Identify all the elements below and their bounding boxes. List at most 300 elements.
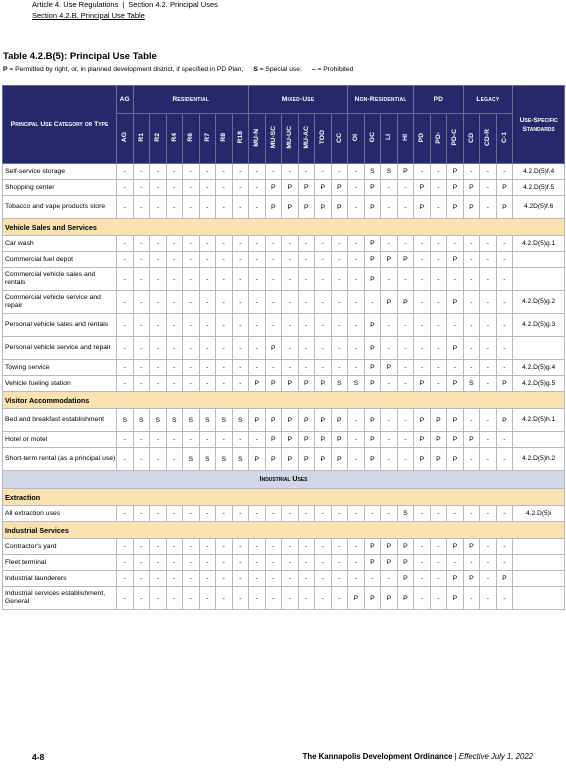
permission-cell: - [199,196,216,219]
permission-cell: - [298,268,315,291]
permission-cell: P [315,180,332,196]
page-number: 4-8 [32,752,45,762]
permission-cell: - [199,432,216,448]
use-standard-cell: 4.2D(5)f.6 [513,196,565,219]
permission-cell: P [447,571,464,587]
permission-cell: - [298,164,315,180]
permission-cell: - [331,506,348,522]
effective-date: Effective July 1, 2022 [458,752,533,761]
section-row [3,489,565,506]
use-name: Contractor's yard [3,539,117,555]
permission-cell: - [430,587,447,610]
district-group-header: Non-Residential [348,86,414,114]
permission-cell: - [216,506,233,522]
permission-cell: P [447,337,464,360]
permission-cell: S [397,506,414,522]
permission-cell: - [199,360,216,376]
permission-cell: P [397,571,414,587]
permission-cell: - [315,337,332,360]
permission-cell: - [430,360,447,376]
district-column-header [166,114,183,164]
permission-cell: - [232,506,249,522]
permission-cell: - [216,196,233,219]
permission-cell: - [381,314,398,337]
permission-cell: - [199,571,216,587]
permission-cell: P [496,571,513,587]
district-label: R8 [220,133,228,142]
permission-cell: - [166,432,183,448]
permission-cell: - [265,268,282,291]
permission-cell: - [216,376,233,392]
permission-cell: - [414,555,431,571]
permission-cell: - [315,164,332,180]
permission-cell: - [480,539,497,555]
table-row [3,555,565,571]
permission-cell: - [166,506,183,522]
use-name: Towing service [3,360,117,376]
use-standard-cell: 4.2.D(5)f.4 [513,164,565,180]
permission-cell: P [397,539,414,555]
use-standard-cell [513,337,565,360]
permission-cell: - [430,252,447,268]
permission-cell: - [150,555,167,571]
permission-cell: - [216,314,233,337]
permission-cell: - [315,291,332,314]
permission-cell: - [232,571,249,587]
district-column-header [480,114,497,164]
district-label: CD [467,132,475,143]
permission-cell: - [199,539,216,555]
district-label: R6 [187,133,195,142]
permission-cell: S [232,448,249,471]
permission-cell: - [480,180,497,196]
permission-cell: - [133,555,150,571]
permission-cell: - [166,337,183,360]
permission-cell: - [282,587,299,610]
permission-cell: - [166,555,183,571]
permission-cell: S [216,448,233,471]
permission-cell: - [397,314,414,337]
permission-cell: - [265,314,282,337]
permission-cell: - [381,571,398,587]
table-row [3,376,565,392]
permission-cell: - [315,539,332,555]
permission-cell: - [232,268,249,291]
permission-cell: - [298,587,315,610]
permission-cell: - [183,252,200,268]
permission-cell: - [480,252,497,268]
permission-cell: P [381,555,398,571]
permission-cell: - [282,506,299,522]
permission-cell: P [447,291,464,314]
permission-cell: - [348,571,365,587]
permission-cell: - [447,506,464,522]
permission-cell: P [496,376,513,392]
permission-cell: S [150,409,167,432]
permission-cell: - [166,180,183,196]
permission-cell: - [414,571,431,587]
use-name: Fleet terminal [3,555,117,571]
use-name: Hotel or motel [3,432,117,448]
permission-cell: - [249,291,266,314]
section-row [3,392,565,409]
permission-cell: - [348,409,365,432]
table-row [3,164,565,180]
permission-cell: - [150,236,167,252]
district-column-header [381,114,398,164]
permission-cell: - [117,337,134,360]
section-label: Section 4.2. Principal Uses [128,0,218,9]
permission-cell: - [397,360,414,376]
permission-cell: - [249,196,266,219]
district-label: MU-SC [269,126,277,149]
permission-cell: - [133,506,150,522]
use-name: Bed and breakfast establishment [3,409,117,432]
permission-cell: - [430,506,447,522]
permission-cell: - [117,506,134,522]
permission-cell: - [265,291,282,314]
permission-cell: - [199,291,216,314]
permission-cell: - [199,268,216,291]
permission-cell: P [282,448,299,471]
footer-separator: | [454,752,457,761]
running-header [32,0,218,9]
permission-cell: - [430,555,447,571]
permission-cell: S [381,164,398,180]
permission-cell: - [249,539,266,555]
section-heading: Industrial Services [3,522,565,539]
permission-cell: - [117,571,134,587]
permission-cell: - [249,587,266,610]
permission-cell: P [496,180,513,196]
permission-cell: - [282,291,299,314]
district-label: TOD [319,130,327,145]
permission-cell: - [117,587,134,610]
permission-cell: - [348,236,365,252]
district-label: MU-N [253,128,261,147]
permission-cell: - [463,506,480,522]
permission-cell: S [166,409,183,432]
permission-cell: - [480,196,497,219]
use-standard-cell [513,555,565,571]
permission-cell: P [447,164,464,180]
permission-cell: - [133,196,150,219]
table-row [3,506,565,522]
permission-cell: - [414,164,431,180]
use-standard-cell: 4.2.D(5)g.4 [513,360,565,376]
table-row [3,448,565,471]
permission-cell: - [133,337,150,360]
permission-cell: P [265,448,282,471]
permission-cell: - [216,268,233,291]
permission-cell: - [232,180,249,196]
permission-cell: - [430,268,447,291]
permission-cell: - [348,337,365,360]
permission-cell: - [315,236,332,252]
permission-cell: P [381,360,398,376]
permission-cell: - [265,571,282,587]
use-standard-cell: 4.2.D(5)h.2 [513,448,565,471]
use-standard-cell [513,252,565,268]
use-name: Personal vehicle service and repair [3,337,117,360]
permission-cell: - [265,506,282,522]
permission-cell: - [265,539,282,555]
permission-cell: - [480,448,497,471]
permission-cell: - [232,432,249,448]
permission-cell: P [315,432,332,448]
permission-cell: - [265,360,282,376]
permission-cell: - [199,252,216,268]
permission-cell: - [298,337,315,360]
permission-cell: S [232,409,249,432]
permission-cell: - [480,268,497,291]
permission-cell: - [117,268,134,291]
legend-dash-key: – [311,66,316,73]
permission-cell: P [397,291,414,314]
permission-cell: - [381,268,398,291]
use-name: Commercial vehicle sales and rentals [3,268,117,291]
table-row [3,236,565,252]
permission-cell: - [282,555,299,571]
permission-cell: P [447,409,464,432]
permission-cell: - [430,314,447,337]
permission-cell: - [249,506,266,522]
district-label: C-1 [500,132,508,143]
permission-cell: - [348,252,365,268]
permission-cell: - [315,555,332,571]
permission-cell: - [183,291,200,314]
permission-cell: - [430,337,447,360]
use-name: All extraction uses [3,506,117,522]
permission-cell: - [117,252,134,268]
use-name: Industrial launderers [3,571,117,587]
use-name: Short-term rental (as a principal use) [3,448,117,471]
permission-cell: S [364,164,381,180]
district-label: GC [368,132,376,143]
permission-cell: - [183,268,200,291]
permission-cell: - [397,409,414,432]
permission-cell: P [447,196,464,219]
permission-cell: - [315,506,332,522]
district-column-header [199,114,216,164]
permission-cell: - [430,291,447,314]
district-column-header [150,114,167,164]
permission-cell: - [397,448,414,471]
table-row [3,587,565,610]
permission-cell: P [364,539,381,555]
permission-cell: - [414,587,431,610]
use-standard-cell: 4.2.D(5)f.5 [513,180,565,196]
permission-cell: - [183,506,200,522]
permission-cell: - [232,376,249,392]
permission-cell: - [496,448,513,471]
table-row [3,360,565,376]
permission-cell: - [199,236,216,252]
permission-cell: - [249,252,266,268]
permission-cell: P [298,196,315,219]
use-name: Industrial services establishment, General [3,587,117,610]
permission-cell: - [166,236,183,252]
permission-cell: P [496,409,513,432]
use-standard-cell [513,432,565,448]
permission-cell: - [282,314,299,337]
district-column-header [265,114,282,164]
permission-cell: - [133,268,150,291]
table-body [3,164,565,610]
permission-cell: P [249,448,266,471]
permission-cell: - [249,555,266,571]
permission-cell: - [315,571,332,587]
permission-cell: - [282,268,299,291]
permission-cell: - [133,180,150,196]
district-column-header [117,114,134,164]
permission-cell: - [150,164,167,180]
permission-cell: - [397,337,414,360]
permission-cell: P [381,291,398,314]
permission-cell: P [414,196,431,219]
permission-cell: - [249,571,266,587]
permission-cell: - [447,555,464,571]
district-label: LI [385,134,393,141]
section-heading: Extraction [3,489,565,506]
permission-cell: - [133,314,150,337]
permission-cell: - [183,337,200,360]
permission-cell: - [414,539,431,555]
table-row [3,180,565,196]
permission-cell: - [150,360,167,376]
permission-cell: - [216,164,233,180]
permission-cell: - [331,571,348,587]
permission-cell: - [183,314,200,337]
permission-cell: - [480,236,497,252]
district-column-header [249,114,266,164]
permission-cell: - [447,314,464,337]
permission-cell: - [397,432,414,448]
permission-cell: P [282,376,299,392]
use-standard-cell: 4.2.D(5)g.5 [513,376,565,392]
category-column-header: Principal Use Category or Type [3,86,117,164]
permission-cell: - [117,196,134,219]
permission-cell: S [183,409,200,432]
permission-cell: P [414,432,431,448]
permission-cell: P [315,409,332,432]
permission-cell: - [298,555,315,571]
permission-cell: - [249,164,266,180]
permission-cell: P [414,409,431,432]
permission-cell: - [315,268,332,291]
permission-cell: - [249,314,266,337]
permission-cell: - [315,360,332,376]
permission-cell: - [430,180,447,196]
use-standard-cell [513,571,565,587]
permission-cell: S [216,409,233,432]
permission-cell: - [496,314,513,337]
use-standard-cell: 4.2.D(5)h.1 [513,409,565,432]
permission-cell: - [348,555,365,571]
district-label: PD [418,132,426,143]
permission-cell: - [232,587,249,610]
permission-cell: - [166,448,183,471]
section-heading: Visitor Accommodations [3,392,565,409]
permission-cell: - [216,432,233,448]
permission-cell: - [463,252,480,268]
permission-cell: - [183,571,200,587]
page-footer [303,752,533,761]
permission-cell: S [199,448,216,471]
district-column-header [232,114,249,164]
district-label: R1 [137,133,145,142]
table-row [3,252,565,268]
permission-cell: - [397,268,414,291]
permission-cell: P [447,539,464,555]
permission-cell: - [348,291,365,314]
permission-cell: - [150,291,167,314]
legend-s-text: = Special use; [257,66,302,73]
permission-cell: - [463,314,480,337]
use-name: Shopping center [3,180,117,196]
permission-cell: - [496,268,513,291]
permission-cell: - [232,236,249,252]
permission-cell: - [150,448,167,471]
permission-cell: S [331,376,348,392]
permission-cell: P [414,180,431,196]
standards-column-header: Use-Specific Standards [513,86,565,164]
district-column-header [216,114,233,164]
permission-cell: - [463,448,480,471]
permission-cell: - [133,587,150,610]
permission-cell: P [282,432,299,448]
subsection-link[interactable]: Section 4.2.B. Principal Use Table [32,11,145,20]
permission-cell: P [430,448,447,471]
permission-cell: P [315,376,332,392]
permission-cell: - [364,291,381,314]
permission-cell: - [298,539,315,555]
permission-cell: P [364,196,381,219]
permission-cell: - [133,360,150,376]
permission-cell: - [265,587,282,610]
permission-cell: P [447,376,464,392]
table-row [3,314,565,337]
permission-cell: - [282,164,299,180]
legend-s-key: S [253,66,258,73]
permission-cell: - [298,506,315,522]
use-name: Commercial vehicle service and repair [3,291,117,314]
permission-cell: P [265,376,282,392]
permission-cell: P [463,571,480,587]
permission-cell: - [298,314,315,337]
permission-cell: P [282,196,299,219]
permission-cell: P [331,196,348,219]
permission-cell: - [265,252,282,268]
permission-cell: - [265,164,282,180]
permission-cell: P [397,252,414,268]
permission-cell: - [150,432,167,448]
permission-cell: P [364,448,381,471]
permission-cell: - [249,360,266,376]
permission-cell: P [364,236,381,252]
permission-cell: - [348,314,365,337]
permission-cell: - [348,432,365,448]
permission-cell: - [298,236,315,252]
permission-cell: - [199,376,216,392]
permission-cell: - [397,196,414,219]
header-separator: | [122,0,125,9]
permission-cell: - [232,360,249,376]
permission-cell: P [414,448,431,471]
permission-cell: - [150,314,167,337]
permission-cell: - [117,314,134,337]
district-group-header: Legacy [463,86,513,114]
